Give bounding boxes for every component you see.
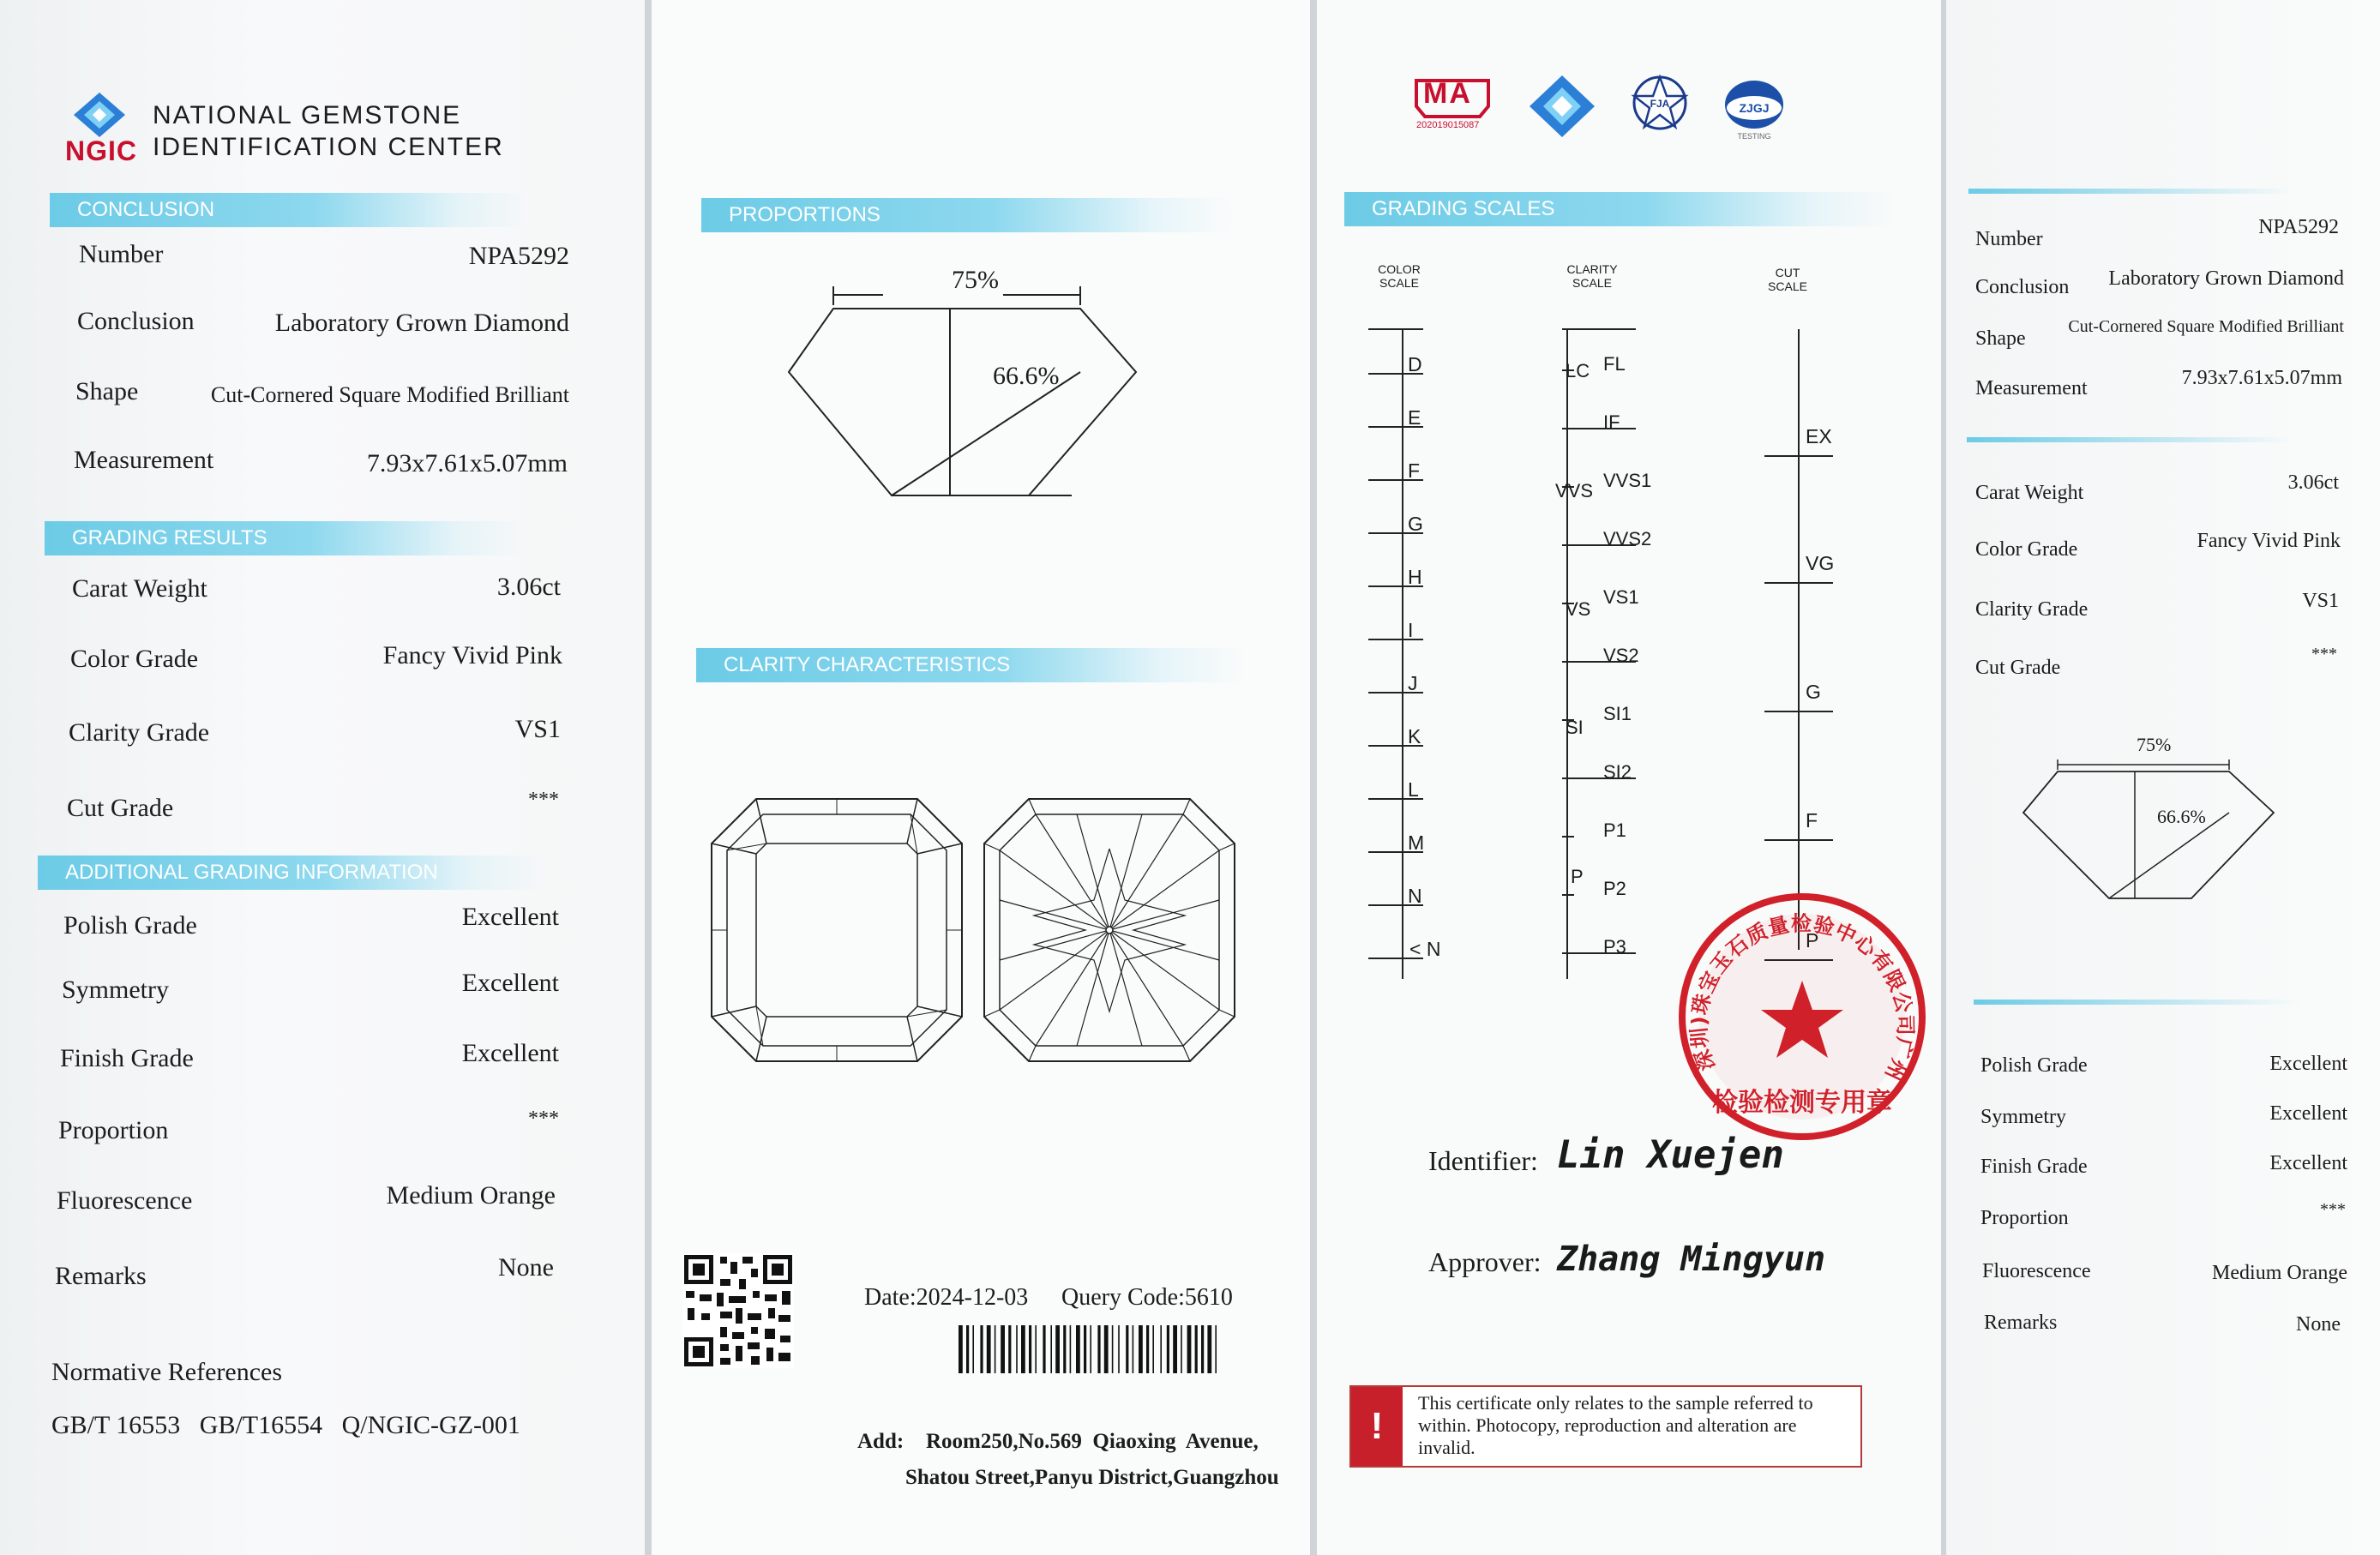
disclaimer-text: This certificate only relates to the sample referred to within. Photocopy, reproduction and alteration are invalid. bbox=[1418, 1392, 1813, 1458]
summary-symmetry-value: Excellent bbox=[2269, 1102, 2347, 1125]
fluorescence-value: Medium Orange bbox=[386, 1181, 556, 1210]
zjgj-logo-text: ZJGJ bbox=[1739, 101, 1770, 115]
org-name-line1: NATIONAL GEMSTONE bbox=[153, 101, 462, 129]
summary-number-label: Number bbox=[1975, 228, 2043, 250]
clarity-label: Clarity Grade bbox=[69, 718, 210, 747]
summary-conclusion-value: Laboratory Grown Diamond bbox=[2108, 267, 2344, 290]
cut-scale-EX: EX bbox=[1806, 425, 1832, 447]
clarity-group-P: P bbox=[1571, 866, 1584, 887]
carat-label: Carat Weight bbox=[72, 574, 207, 603]
clarity-scale-7: SI2 bbox=[1603, 761, 1632, 783]
clarity-scale-4: VS1 bbox=[1603, 586, 1639, 608]
color-scale-7: K bbox=[1408, 725, 1421, 747]
identifier-label: Identifier: bbox=[1428, 1145, 1538, 1176]
proportion-label: Proportion bbox=[58, 1116, 169, 1144]
summary-polish-value: Excellent bbox=[2269, 1053, 2347, 1075]
org-name-line2: IDENTIFICATION CENTER bbox=[153, 133, 504, 161]
date-text: Date:2024-12-03 bbox=[864, 1284, 1029, 1311]
clarity-group-VVS: VVS bbox=[1555, 480, 1594, 501]
section-conclusion: CONCLUSION bbox=[50, 193, 530, 227]
testing-logo-text: TESTING bbox=[1737, 132, 1771, 141]
address-label: Add: bbox=[857, 1430, 905, 1453]
summary-clarity-value: VS1 bbox=[2302, 590, 2339, 612]
seal-bottom-text: 检验检测专用章 bbox=[1712, 1088, 1892, 1118]
section-additional: ADDITIONAL GRADING INFORMATION bbox=[38, 856, 544, 890]
summary-clarity-label: Clarity Grade bbox=[1975, 598, 2089, 621]
clarity-scale-6: SI1 bbox=[1603, 703, 1632, 724]
summary-finish-value: Excellent bbox=[2269, 1152, 2347, 1174]
conclusion-label: Conclusion bbox=[77, 307, 195, 335]
summary-shape-value: Cut-Cornered Square Modified Brilliant bbox=[2068, 317, 2344, 336]
report-panel-diagrams bbox=[652, 0, 1310, 1555]
clarity-group-LC: LC bbox=[1566, 360, 1590, 381]
summary-remarks-label: Remarks bbox=[1984, 1312, 2058, 1334]
summary-proportion-label: Proportion bbox=[1980, 1207, 2069, 1229]
polish-value: Excellent bbox=[461, 903, 559, 931]
measurement-label: Measurement bbox=[74, 446, 214, 474]
disclaimer-box bbox=[1349, 1385, 1862, 1468]
report-panel-left bbox=[0, 0, 645, 1555]
summary-measurement-value: 7.93x7.61x5.07mm bbox=[2181, 367, 2342, 389]
clarity-scale-9: P2 bbox=[1603, 878, 1626, 899]
summary-table-percent: 75% bbox=[2137, 734, 2172, 755]
shape-label: Shape bbox=[75, 377, 139, 405]
ngic-logo-text: NGIC bbox=[65, 135, 137, 166]
identifier-signature: Lin Xuejen bbox=[1557, 1133, 1784, 1177]
clarity-scale-1: IF bbox=[1603, 411, 1620, 433]
color-scale-1: E bbox=[1408, 406, 1421, 429]
summary-carat-value: 3.06ct bbox=[2287, 471, 2339, 494]
summary-polish-label: Polish Grade bbox=[1980, 1054, 2088, 1077]
number-label: Number bbox=[79, 240, 164, 268]
symmetry-value: Excellent bbox=[461, 969, 559, 997]
table-percent: 75% bbox=[952, 266, 999, 294]
cut-value: *** bbox=[528, 789, 559, 811]
summary-finish-label: Finish Grade bbox=[1980, 1156, 2088, 1178]
color-scale-6: J bbox=[1408, 672, 1418, 694]
official-seal-stamp bbox=[1664, 871, 1929, 1144]
shape-value: Cut-Cornered Square Modified Brilliant bbox=[210, 382, 569, 407]
remarks-value: None bbox=[498, 1253, 554, 1282]
summary-conclusion-label: Conclusion bbox=[1975, 276, 2070, 298]
references-label: Normative References bbox=[51, 1358, 283, 1386]
cut-label: Cut Grade bbox=[67, 794, 174, 822]
summary-measurement-label: Measurement bbox=[1975, 377, 2088, 399]
summary-symmetry-label: Symmetry bbox=[1980, 1106, 2066, 1128]
summary-cut-label: Cut Grade bbox=[1975, 657, 2061, 679]
symmetry-label: Symmetry bbox=[62, 976, 169, 1004]
cut-scale-VG: VG bbox=[1806, 552, 1835, 574]
section-grading-results: GRADING RESULTS bbox=[45, 521, 525, 555]
summary-shape-label: Shape bbox=[1975, 327, 2026, 350]
cma-logo-icon: MA 202019015087 bbox=[1411, 75, 1494, 129]
section-grading-scales: GRADING SCALES bbox=[1344, 192, 1893, 226]
approver-label: Approver: bbox=[1428, 1246, 1542, 1277]
summary-fluorescence-value: Medium Orange bbox=[2212, 1262, 2347, 1284]
clarity-group-VS: VS bbox=[1566, 598, 1591, 620]
ngic-diamond-logo-icon bbox=[74, 93, 125, 137]
polish-label: Polish Grade bbox=[63, 911, 197, 940]
clarity-value: VS1 bbox=[514, 715, 561, 743]
proportion-value: *** bbox=[528, 1108, 559, 1130]
clarity-plot-pavilion bbox=[983, 797, 1236, 1063]
summary-remarks-value: None bbox=[2296, 1313, 2341, 1336]
proportion-diagram bbox=[789, 266, 1166, 506]
summary-color-label: Color Grade bbox=[1975, 538, 2078, 561]
summary-proportion-value: *** bbox=[2320, 1200, 2346, 1219]
color-scale-8: L bbox=[1408, 778, 1419, 801]
color-scale-2: F bbox=[1408, 459, 1421, 482]
report-panel-summary bbox=[1946, 0, 2380, 1555]
cut-scale-heading: CUT SCALE bbox=[1768, 266, 1807, 293]
summary-depth-percent: 66.6% bbox=[2157, 806, 2206, 827]
summary-carat-label: Carat Weight bbox=[1975, 482, 2084, 504]
barcode-icon bbox=[959, 1325, 1240, 1375]
color-scale-11: < N bbox=[1409, 938, 1441, 960]
report-panel-scales bbox=[1317, 0, 1941, 1555]
color-scale-5: I bbox=[1408, 619, 1414, 641]
color-scale-heading: COLOR SCALE bbox=[1378, 262, 1421, 290]
summary-fluorescence-label: Fluorescence bbox=[1982, 1260, 2091, 1282]
cut-scale-F: F bbox=[1806, 809, 1818, 832]
fja-logo-text: FJA bbox=[1650, 98, 1670, 110]
summary-divider-2 bbox=[1967, 437, 2293, 442]
section-proportions: PROPORTIONS bbox=[701, 198, 1233, 232]
summary-number-value: NPA5292 bbox=[2258, 216, 2339, 238]
address-line2: Shatou Street,Panyu District,Guangzhou bbox=[905, 1466, 1279, 1489]
clarity-scale-heading: CLARITY SCALE bbox=[1566, 262, 1618, 290]
summary-color-value: Fancy Vivid Pink bbox=[2197, 530, 2341, 552]
summary-divider-1 bbox=[1968, 189, 2294, 194]
clarity-scale-2: VVS1 bbox=[1603, 470, 1652, 491]
depth-percent: 66.6% bbox=[993, 362, 1060, 390]
color-scale-9: M bbox=[1408, 832, 1425, 854]
clarity-scale-5: VS2 bbox=[1603, 645, 1639, 666]
query-code-text: Query Code:5610 bbox=[1061, 1284, 1233, 1311]
conclusion-value: Laboratory Grown Diamond bbox=[274, 309, 569, 337]
fluorescence-label: Fluorescence bbox=[57, 1186, 193, 1215]
warning-icon: ! bbox=[1351, 1387, 1403, 1466]
measurement-value: 7.93x7.61x5.07mm bbox=[366, 449, 568, 477]
cut-scale-G: G bbox=[1806, 681, 1821, 703]
clarity-group-SI: SI bbox=[1566, 717, 1584, 738]
remarks-label: Remarks bbox=[55, 1262, 147, 1290]
color-scale-3: G bbox=[1408, 513, 1423, 535]
number-value: NPA5292 bbox=[468, 242, 569, 270]
address-line1: Room250,No.569 Qiaoxing Avenue, bbox=[926, 1430, 1259, 1453]
clarity-scale-3: VVS2 bbox=[1603, 528, 1652, 549]
color-scale-10: N bbox=[1408, 885, 1422, 907]
summary-proportion-diagram bbox=[2023, 744, 2281, 904]
color-scale-4: H bbox=[1408, 566, 1422, 588]
clarity-scale-10: P3 bbox=[1603, 936, 1626, 958]
finish-label: Finish Grade bbox=[60, 1044, 194, 1072]
color-value: Fancy Vivid Pink bbox=[382, 641, 562, 669]
color-label: Color Grade bbox=[70, 645, 199, 673]
section-clarity-characteristics: CLARITY CHARACTERISTICS bbox=[696, 648, 1245, 682]
approver-signature: Zhang Mingyun bbox=[1557, 1240, 1826, 1279]
seal-arc-text: 中国检(深圳)珠宝玉石质量检验中心有限公司广州分公司 bbox=[1664, 871, 1918, 1085]
summary-cut-value: *** bbox=[2311, 645, 2337, 663]
summary-divider-3 bbox=[1974, 1000, 2299, 1005]
carat-value: 3.06ct bbox=[496, 573, 561, 601]
clarity-scale-0: FL bbox=[1603, 353, 1626, 375]
qr-code-icon bbox=[682, 1253, 794, 1368]
clarity-plot-crown bbox=[710, 797, 964, 1063]
references-items: GB/T 16553 GB/T16554 Q/NGIC-GZ-001 bbox=[51, 1411, 520, 1439]
color-scale-0: D bbox=[1408, 353, 1422, 375]
clarity-scale-8: P1 bbox=[1603, 820, 1626, 841]
finish-value: Excellent bbox=[461, 1039, 559, 1067]
